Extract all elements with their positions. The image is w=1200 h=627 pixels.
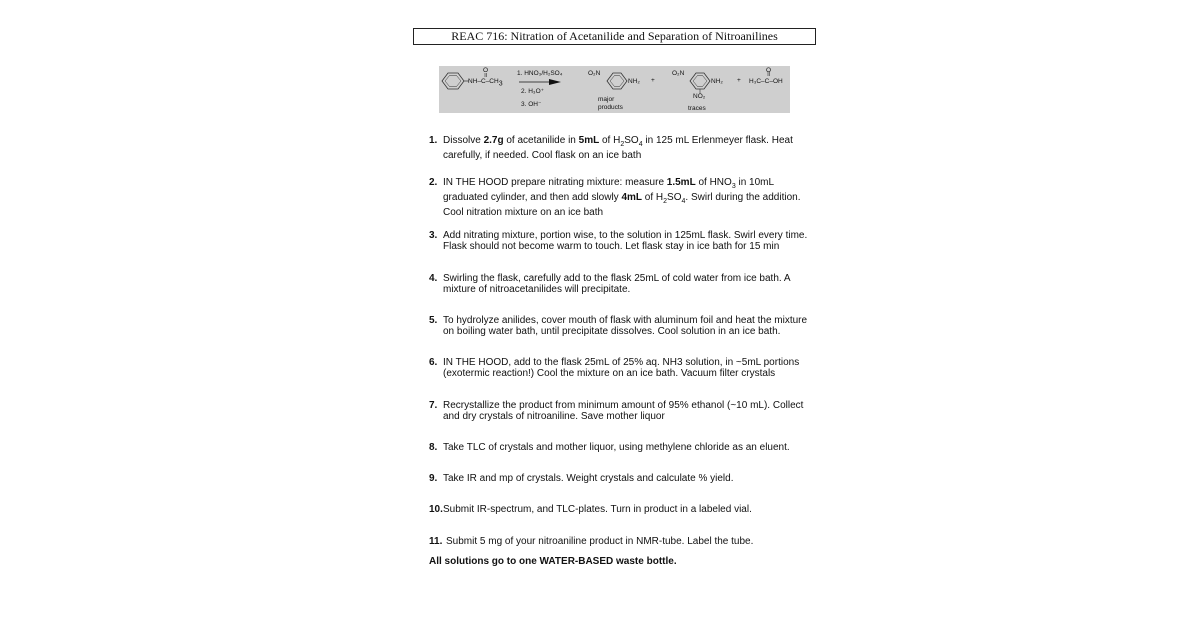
waste-note: All solutions go to one WATER-BASED waste bottle. bbox=[429, 556, 677, 567]
major-product-no2-label: O₂N bbox=[588, 70, 601, 77]
step-number: 9. bbox=[429, 473, 438, 484]
page-title: REAC 716: Nitration of Acetanilide and Separation of Nitroanilines bbox=[413, 28, 816, 45]
major-label: major bbox=[598, 96, 615, 103]
products-label: products bbox=[598, 104, 623, 111]
step-text: Submit 5 mg of your nitroaniline product in NMR-tube. Label the tube. bbox=[446, 536, 754, 547]
trace-product-no2-bottom-label: NO₂ bbox=[693, 93, 706, 100]
step-number: 1. bbox=[429, 135, 438, 146]
step-text: Take TLC of crystals and mother liquor, using methylene chloride as an eluent. bbox=[443, 442, 790, 453]
traces-label: traces bbox=[688, 105, 706, 112]
reaction-scheme bbox=[439, 66, 790, 113]
acetanilide-label: $NH-C-CH_3$ bbox=[468, 78, 503, 88]
reagent-3: 3. OH⁻ bbox=[521, 101, 542, 108]
step-text: Recrystallize the product from minimum amount of 95% ethanol (~10 mL). Collect and dry crystals of nitroaniline. Save mother liquor bbox=[443, 400, 804, 422]
step-text: To hydrolyze anilides, cover mouth of flask with aluminum foil and heat the mixture on boiling water bath, until precipitate dissolves. Cool solution in an ice bath. bbox=[443, 315, 808, 337]
major-product-nh2-label: NH₂ bbox=[628, 78, 640, 85]
reagent-1: 1. HNO₃/H₂SO₄ bbox=[517, 70, 563, 77]
step-text: Take IR and mp of crystals. Weight crystals and calculate % yield. bbox=[443, 473, 734, 484]
step-text: IN THE HOOD, add to the flask 25mL of 25% aq. NH3 solution, in ~5mL portions (exotermic reaction!) Cool the mixture on an ice bath. Vacuum filter crystals bbox=[443, 357, 800, 379]
step-text: IN THE HOOD prepare nitrating mixture: measure 1.5mL of $HNO_3$ in 10mL graduated cylinder, and then add slowly 4mL of $H_2SO_4$. Swirl during the addition. Cool nitration mixture on an ice bath bbox=[443, 177, 801, 218]
step-text: Add nitrating mixture, portion wise, to the solution in 125mL flask. Swirl every time. Flask should not become warm to touch. Let flask stay in ice bath for 15 min bbox=[443, 230, 808, 252]
step-number: 2. bbox=[429, 177, 438, 188]
step-number: 11. bbox=[429, 536, 443, 547]
acetic-acid-oxygen-label: O bbox=[766, 67, 772, 74]
acetic-acid-label: H₃C–C–OH bbox=[749, 78, 783, 85]
trace-product-no2-label: O₂N bbox=[672, 70, 685, 77]
plus-sign: + bbox=[737, 77, 741, 84]
step-text: Dissolve 2.7g of acetanilide in 5mL of $H_2SO_4$ in 125 mL Erlenmeyer flask. Heat carefully, if needed. Cool flask on an ice bath bbox=[443, 135, 793, 161]
step-number: 5. bbox=[429, 315, 438, 326]
step-text: Swirling the flask, carefully add to the flask 25mL of cold water from ice bath. A mixture of nitroacetanilides will precipitate. bbox=[443, 273, 791, 295]
step-number: 7. bbox=[429, 400, 438, 411]
step-number: 10. bbox=[429, 504, 443, 515]
plus-sign: + bbox=[651, 77, 655, 84]
carbonyl-oxygen-label: O bbox=[483, 67, 489, 74]
step-number: 3. bbox=[429, 230, 438, 241]
reagent-2: 2. H₃O⁺ bbox=[521, 88, 545, 95]
step-text: Submit IR-spectrum, and TLC-plates. Turn in product in a labeled vial. bbox=[443, 504, 752, 515]
step-number: 6. bbox=[429, 357, 438, 368]
trace-product-nh2-label: NH₂ bbox=[711, 78, 723, 85]
step-number: 8. bbox=[429, 442, 438, 453]
step-number: 4. bbox=[429, 273, 438, 284]
